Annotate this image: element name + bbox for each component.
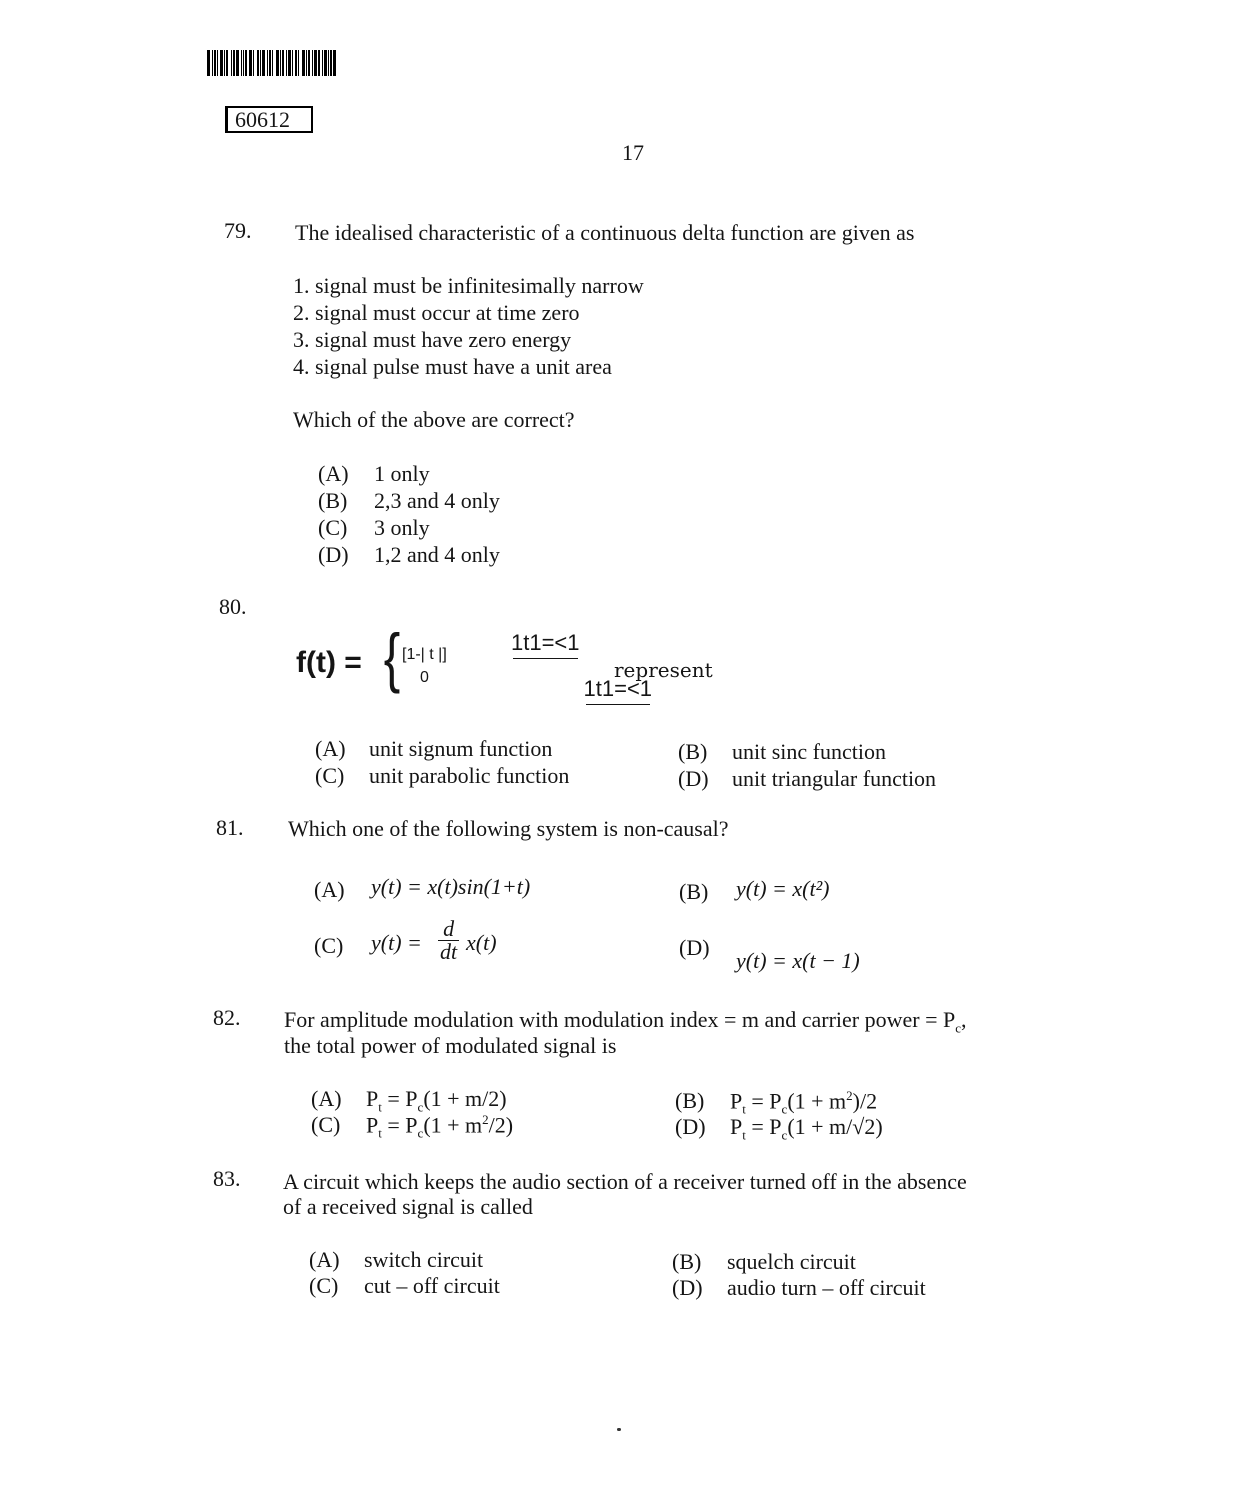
option-formula: $P_t = P_c(1 + m/2)$ xyxy=(366,1086,507,1115)
option-text: 1,2 and 4 only xyxy=(374,542,500,567)
option-label: (D) xyxy=(672,1275,703,1300)
question-stem-line-2: the total power of modulated signal is xyxy=(284,1033,617,1058)
statement-2: 2. signal must occur at time zero xyxy=(293,300,580,325)
option-text: unit sinc function xyxy=(732,739,886,764)
barcode xyxy=(207,50,362,76)
option-label: (D) xyxy=(679,935,710,960)
option-label: (B) xyxy=(679,879,709,904)
option-formula-post: x(t) xyxy=(466,930,497,955)
option-formula: $P_t = P_c(1 + m^2/2)$ xyxy=(366,1112,514,1141)
option-label: (C) xyxy=(311,1112,341,1137)
option-text: 2,3 and 4 only xyxy=(374,488,500,513)
question-stem: The idealised characteristic of a continuous delta function are given as xyxy=(295,220,915,245)
option-text: cut – off circuit xyxy=(364,1273,500,1298)
option-label: (B) xyxy=(675,1088,705,1113)
option-label: (A) xyxy=(309,1247,340,1272)
question-stem-line-1: For amplitude modulation with modulation index = m and carrier power = $P_c$, xyxy=(284,1007,967,1036)
option-label: (A) xyxy=(314,877,345,902)
option-formula: $P_t = P_c(1 + m^2)/2$ xyxy=(730,1088,878,1117)
option-formula: y(t) = x(t)sin(1+t) xyxy=(371,874,531,899)
option-text: audio turn – off circuit xyxy=(727,1275,926,1300)
option-formula: $P_t = P_c(1 + m/√2)$ xyxy=(730,1114,883,1143)
option-label: (B) xyxy=(318,488,348,513)
option-label: (B) xyxy=(672,1249,702,1274)
formula-represent: represent xyxy=(614,658,713,682)
statement-1: 1. signal must be infinitesimally narrow xyxy=(293,273,644,298)
option-formula-pre: y(t) = xyxy=(371,930,422,955)
derivative-fraction xyxy=(438,918,459,963)
question-stem: Which one of the following system is non-causal? xyxy=(288,816,729,841)
question-number: 81. xyxy=(216,815,244,840)
option-text: 3 only xyxy=(374,515,430,540)
question-stem-line-2: of a received signal is called xyxy=(283,1194,533,1219)
option-label: (C) xyxy=(314,933,344,958)
option-label: (A) xyxy=(315,736,346,761)
statement-3: 3. signal must have zero energy xyxy=(293,327,572,352)
question-number: 79. xyxy=(224,218,252,243)
fraction-numerator: d xyxy=(438,918,459,941)
left-brace-icon: { xyxy=(383,620,401,694)
paper-code-box: 60612 xyxy=(225,106,313,133)
option-label: (D) xyxy=(678,766,709,791)
question-number: 80. xyxy=(219,594,247,619)
option-label: (C) xyxy=(315,763,345,788)
option-label: (D) xyxy=(675,1114,706,1139)
option-text: unit signum function xyxy=(369,736,553,761)
option-formula: y(t) = x(t²) xyxy=(736,876,830,901)
question-number: 82. xyxy=(213,1005,241,1030)
option-label: (A) xyxy=(311,1086,342,1111)
question-number: 83. xyxy=(213,1166,241,1191)
option-label: (C) xyxy=(318,515,348,540)
question-prompt: Which of the above are correct? xyxy=(293,407,575,432)
fraction-denominator: dt xyxy=(440,939,458,964)
option-text: unit parabolic function xyxy=(369,763,570,788)
formula-case-2: 0 xyxy=(420,669,429,686)
option-label: (A) xyxy=(318,461,349,486)
option-label: (B) xyxy=(678,739,708,764)
statement-4: 4. signal pulse must have a unit area xyxy=(293,354,612,379)
formula-condition-1: 1t1=<1 xyxy=(511,630,580,655)
option-text: squelch circuit xyxy=(727,1249,856,1274)
option-formula: y(t) = x(t − 1) xyxy=(736,948,860,973)
formula-condition-2: 1t1=<1 xyxy=(583,676,653,701)
option-label: (C) xyxy=(309,1273,339,1298)
formula-case-1: [1-| t |] xyxy=(402,646,447,663)
option-text: 1 only xyxy=(374,461,430,486)
option-label: (D) xyxy=(318,542,349,567)
question-stem-line-1: A circuit which keeps the audio section of a receiver turned off in the absence xyxy=(283,1169,967,1194)
formula-lhs: f(t) = xyxy=(296,646,362,679)
page-number: 17 xyxy=(622,140,644,165)
scan-speck xyxy=(617,1428,621,1431)
option-text: unit triangular function xyxy=(732,766,937,791)
option-text: switch circuit xyxy=(364,1247,484,1272)
